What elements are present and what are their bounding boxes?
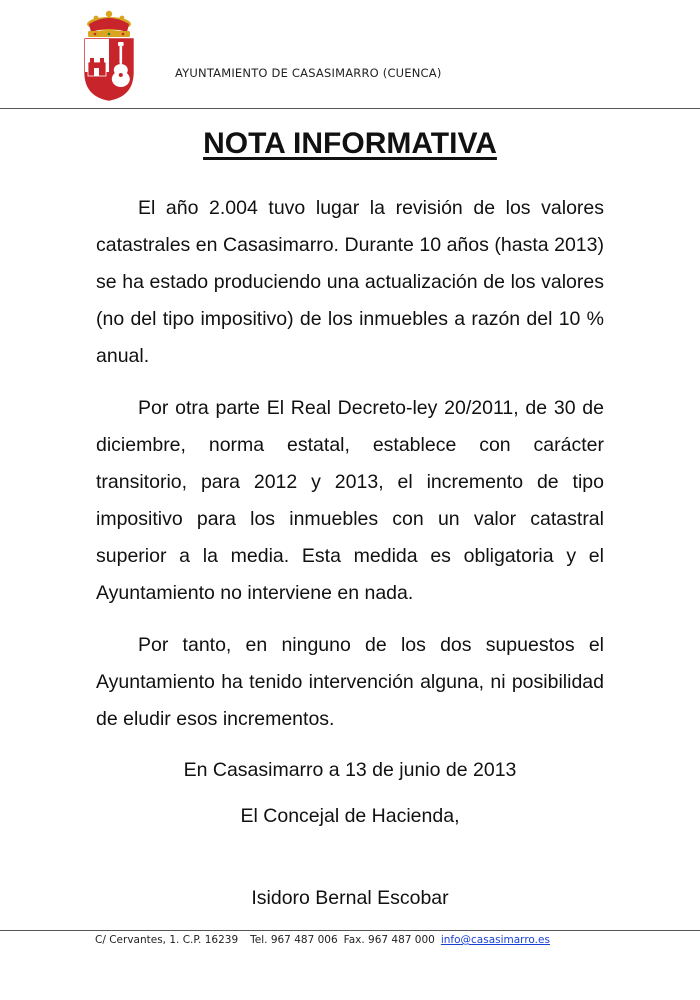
paragraph-1: El año 2.004 tuvo lugar la revisión de los valores catastrales en Casasimarro. Durante 10 años (hasta 2013) se ha estado produciendo una actualización de los valores (no del tipo impositivo) de los inmuebles a razón del 10 % anual. <box>96 197 604 367</box>
paragraph-2: Por otra parte El Real Decreto-ley 20/2011, de 30 de diciembre, norma estatal, establece con carácter transitorio, para 2012 y 2013, el incremento de tipo impositivo para los inmuebles con un valor catastral superior a la media. Esta medida es obligatoria y el Ayuntamiento no interviene en nada. <box>96 397 604 604</box>
header-divider <box>0 108 700 109</box>
crown-icon <box>87 11 131 37</box>
footer-divider <box>0 930 700 931</box>
footer-address: C/ Cervantes, 1. C.P. 16239 <box>95 934 239 946</box>
signer-name: Isidoro Bernal Escobar <box>251 887 449 909</box>
footer-email-link[interactable]: info@casasimarro.es <box>440 934 550 946</box>
signer-role: El Concejal de Hacienda, <box>240 805 460 827</box>
place-and-date: En Casasimarro a 13 de junio de 2013 <box>183 759 517 781</box>
paragraph-3: Por tanto, en ninguno de los dos supuestos el Ayuntamiento ha tenido intervención alguna, ni posibilidad de eludir esos incrementos. <box>96 634 604 730</box>
footer-fax: Fax. 967 487 000 <box>343 934 435 946</box>
footer-contact <box>95 934 550 946</box>
coat-of-arms-icon <box>80 10 138 102</box>
footer-phone: Tel. 967 487 006 <box>250 934 338 946</box>
document-title: NOTA INFORMATIVA <box>203 127 497 160</box>
institution-name: AYUNTAMIENTO DE CASASIMARRO (CUENCA) <box>175 66 442 80</box>
